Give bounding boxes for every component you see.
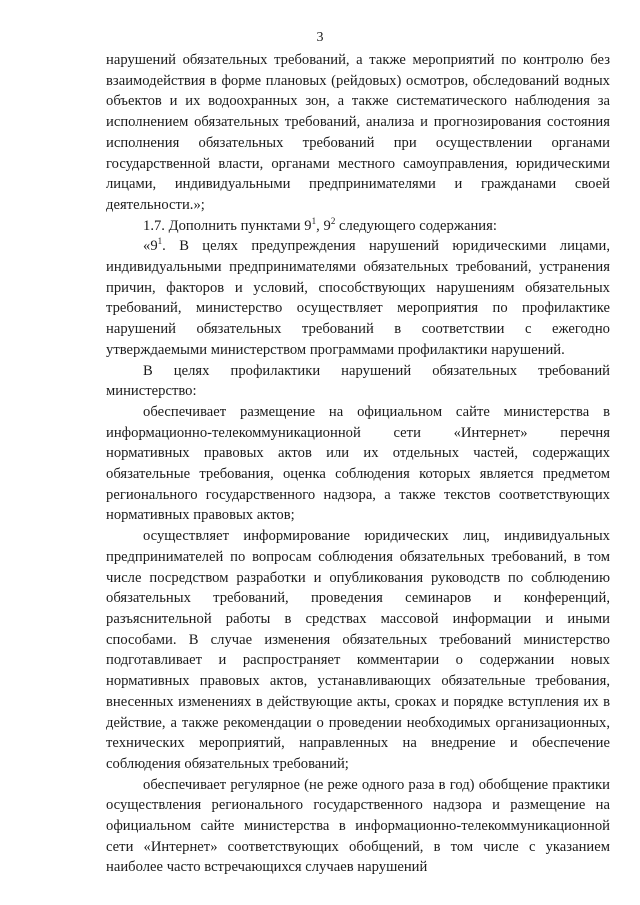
amendment-separator: , 9 bbox=[316, 217, 331, 234]
clause-superscript: 1 bbox=[157, 236, 163, 247]
paragraph-clause-9-1 bbox=[106, 236, 610, 360]
paragraph-informing: осуществляет информирование юридических лиц, индивидуальных предпринимателей по вопросам соблюдения обязательных требований, в том числе посредством разработки и опубликования руководств по соблюдению обязательных требований, проведения семинаров и конференций, разъяснительной работы в средствах массовой информации и иными способами. В случае изменения обязательных требований министерство подготавливает и распространяет комментарии о содержании новых нормативных правовых актов, устанавливающих обязательные требования, внесенных изменениях в действующие акты, сроках и порядке вступления их в действие, а также рекомендации о проведении необходимых организационных, технических мероприятий, направленных на внедрение и обеспечение соблюдения обязательных требований; bbox=[106, 528, 610, 772]
clause-number: «9 bbox=[143, 238, 158, 255]
clause-text: . В целях предупреждения нарушений юридическими лицами, индивидуальными предпринимателями обязательных требований, устранения причин, факторов и условий, способствующих нарушениям обязательных требований, министерство осуществляет мероприятия по профилактике нарушений обязательных требований в соответствии с ежегодно утверждаемыми министерством программами профилактики нарушений. bbox=[106, 238, 610, 358]
superscript-2: 2 bbox=[330, 215, 336, 226]
paragraph-prevention-intro: В целях профилактики нарушений обязательных требований министерство: bbox=[106, 362, 610, 400]
amendment-intro-text: 1.7. Дополнить пунктами 9 bbox=[143, 217, 312, 234]
document-body bbox=[106, 50, 610, 878]
paragraph-amendment-1-7 bbox=[106, 216, 610, 237]
page-number: 3 bbox=[316, 30, 324, 45]
paragraph-continuation: нарушений обязательных требований, а также мероприятий по контролю без взаимодействия в форме плановых (рейдовых) осмотров, обследований водных объектов и их водоохранных зон, а также систематического наблюдения за исполнением обязательных требований, анализа и прогнозирования состояния исполнения обязательных требований при осуществлении органами государственной власти, органами местного самоуправления, юридическими лицами, индивидуальными предпринимателями и гражданами своей деятельности.»; bbox=[106, 52, 610, 213]
amendment-outro-text: следующего содержания: bbox=[335, 217, 497, 234]
paragraph-publication: обеспечивает размещение на официальном сайте министерства в информационно-телекоммуникационной сети «Интернет» перечня нормативных правовых актов или их отдельных частей, содержащих обязательные требования, оценка соблюдения которых является предметом регионального государственного надзора, а также текстов соответствующих нормативных правовых актов; bbox=[106, 403, 610, 524]
paragraph-generalization: обеспечивает регулярное (не реже одного раза в год) обобщение практики осуществления регионального государственного надзора и размещение на официальном сайте министерства в информационно-телекоммуникационной сети «Интернет» соответствующих обобщений, в том числе с указанием наиболее часто встречающихся случаев нарушений bbox=[106, 776, 610, 876]
superscript-1: 1 bbox=[311, 215, 317, 226]
